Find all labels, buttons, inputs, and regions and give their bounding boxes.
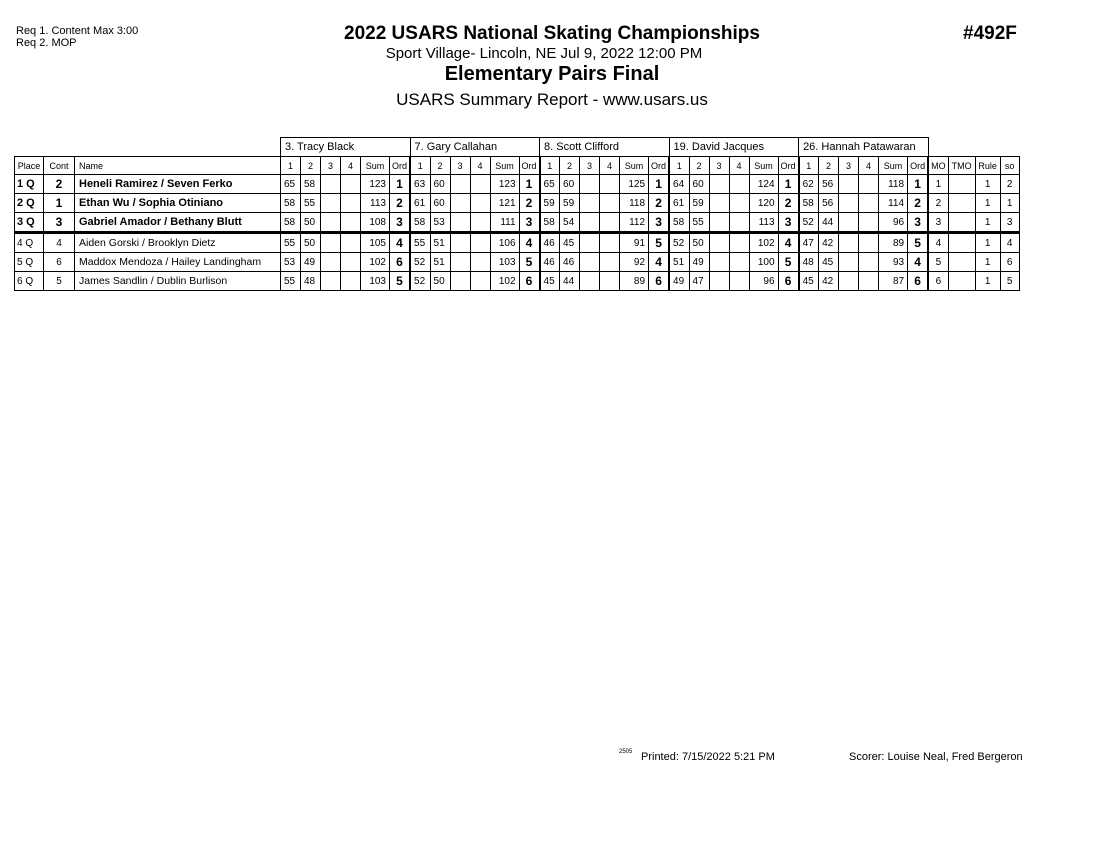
table-row: [15, 233, 1020, 253]
so-cell: 2: [1000, 175, 1019, 194]
so-cell: 4: [1000, 233, 1019, 253]
score-cell: 58: [540, 213, 560, 233]
score-cell: 47: [799, 233, 819, 253]
requirement-1: Req 1. Content Max 3:00: [16, 25, 139, 37]
score-cell: [839, 253, 859, 272]
score-cell: [600, 213, 620, 233]
score-cell: [709, 233, 729, 253]
sum-cell: 123: [361, 175, 390, 194]
sum-cell: 89: [879, 233, 908, 253]
tmo-cell: [948, 175, 975, 194]
column-header-judge: Sum: [620, 157, 649, 175]
column-header-judge: Sum: [879, 157, 908, 175]
score-cell: 44: [560, 272, 580, 291]
score-cell: [470, 233, 490, 253]
score-cell: 60: [689, 175, 709, 194]
sum-cell: 103: [361, 272, 390, 291]
column-header-mo: MO: [928, 157, 948, 175]
score-cell: [859, 272, 879, 291]
sum-cell: 118: [620, 194, 649, 213]
place-cell: 2 Q: [15, 194, 44, 213]
score-cell: [729, 233, 749, 253]
ordinal-cell: 5: [519, 253, 540, 272]
ordinal-cell: 6: [649, 272, 670, 291]
score-cell: 60: [560, 175, 580, 194]
column-header-judge: 3: [450, 157, 470, 175]
ordinal-cell: 6: [778, 272, 799, 291]
score-cell: 45: [819, 253, 839, 272]
table-row: [15, 213, 1020, 233]
ordinal-cell: 2: [390, 194, 411, 213]
rule-cell: 1: [975, 213, 1000, 233]
skater-names: Gabriel Amador / Bethany Blutt: [75, 213, 281, 233]
sum-cell: 121: [490, 194, 519, 213]
score-cell: [580, 194, 600, 213]
score-cell: [729, 194, 749, 213]
table-row: [15, 194, 1020, 213]
ordinal-cell: 5: [649, 233, 670, 253]
column-header-judge: Sum: [749, 157, 778, 175]
score-cell: 65: [281, 175, 301, 194]
score-cell: [341, 175, 361, 194]
sum-cell: 102: [749, 233, 778, 253]
mo-cell: 6: [928, 272, 948, 291]
score-cell: [729, 272, 749, 291]
rule-cell: 1: [975, 194, 1000, 213]
ordinal-cell: 3: [390, 213, 411, 233]
score-cell: [341, 253, 361, 272]
column-header-judge: 1: [410, 157, 430, 175]
score-cell: 55: [301, 194, 321, 213]
tmo-cell: [948, 194, 975, 213]
score-cell: 58: [281, 194, 301, 213]
score-cell: 64: [669, 175, 689, 194]
score-cell: [341, 272, 361, 291]
ordinal-cell: 1: [649, 175, 670, 194]
skater-names: Maddox Mendoza / Hailey Landingham: [75, 253, 281, 272]
scorer-names: Scorer: Louise Neal, Fred Bergeron: [849, 751, 1023, 763]
score-cell: [470, 253, 490, 272]
column-header-judge: Ord: [778, 157, 799, 175]
column-header-judge: 3: [580, 157, 600, 175]
sum-cell: 87: [879, 272, 908, 291]
score-cell: 58: [799, 194, 819, 213]
report-title: USARS Summary Report - www.usars.us: [396, 90, 708, 109]
score-cell: [859, 175, 879, 194]
score-cell: 55: [689, 213, 709, 233]
score-cell: 52: [410, 253, 430, 272]
sum-cell: 92: [620, 253, 649, 272]
table-row: [15, 175, 1020, 194]
column-header-cont: Cont: [44, 157, 75, 175]
score-cell: [321, 253, 341, 272]
place-cell: 3 Q: [15, 213, 44, 233]
column-header-place: Place: [15, 157, 44, 175]
score-cell: 59: [689, 194, 709, 213]
blank-cell: [15, 138, 281, 157]
score-cell: [839, 233, 859, 253]
score-cell: [709, 194, 729, 213]
score-cell: [470, 175, 490, 194]
score-cell: 50: [689, 233, 709, 253]
score-cell: [729, 253, 749, 272]
sum-cell: 111: [490, 213, 519, 233]
score-cell: 42: [819, 272, 839, 291]
sum-cell: 112: [620, 213, 649, 233]
score-cell: [839, 213, 859, 233]
score-cell: [321, 233, 341, 253]
score-cell: [450, 253, 470, 272]
score-cell: [321, 272, 341, 291]
so-cell: 5: [1000, 272, 1019, 291]
mo-cell: 3: [928, 213, 948, 233]
contestant-number: 5: [44, 272, 75, 291]
score-cell: 50: [430, 272, 450, 291]
ordinal-cell: 4: [908, 253, 929, 272]
column-header-judge: 1: [281, 157, 301, 175]
ordinal-cell: 6: [908, 272, 929, 291]
mo-cell: 4: [928, 233, 948, 253]
sum-cell: 96: [749, 272, 778, 291]
score-cell: [341, 233, 361, 253]
judge-name: 19. David Jacques: [669, 138, 799, 157]
column-header-judge: Ord: [519, 157, 540, 175]
score-cell: [839, 194, 859, 213]
ordinal-cell: 2: [908, 194, 929, 213]
judge-name: 3. Tracy Black: [281, 138, 411, 157]
skater-names: James Sandlin / Dublin Burlison: [75, 272, 281, 291]
sum-cell: 91: [620, 233, 649, 253]
blank-cell: [928, 138, 1019, 157]
tmo-cell: [948, 272, 975, 291]
score-cell: [709, 272, 729, 291]
table-row: [15, 253, 1020, 272]
score-cell: [600, 233, 620, 253]
ordinal-cell: 1: [778, 175, 799, 194]
column-header-tmo: TMO: [948, 157, 975, 175]
ordinal-cell: 6: [519, 272, 540, 291]
score-cell: [580, 272, 600, 291]
rule-cell: 1: [975, 233, 1000, 253]
sum-cell: 102: [490, 272, 519, 291]
score-cell: [600, 194, 620, 213]
skater-names: Aiden Gorski / Brooklyn Dietz: [75, 233, 281, 253]
sum-cell: 114: [879, 194, 908, 213]
score-cell: 42: [819, 233, 839, 253]
score-cell: 56: [819, 194, 839, 213]
score-cell: 52: [799, 213, 819, 233]
score-cell: [729, 213, 749, 233]
score-cell: 60: [430, 194, 450, 213]
score-cell: 48: [799, 253, 819, 272]
score-cell: 61: [669, 194, 689, 213]
table-row: [15, 272, 1020, 291]
judge-header-row: [15, 138, 1020, 157]
rule-cell: 1: [975, 175, 1000, 194]
sum-cell: 102: [361, 253, 390, 272]
score-cell: [580, 233, 600, 253]
score-cell: 55: [281, 233, 301, 253]
rule-cell: 1: [975, 272, 1000, 291]
score-cell: 51: [430, 253, 450, 272]
printed-timestamp: Printed: 7/15/2022 5:21 PM: [641, 751, 775, 763]
mo-cell: 1: [928, 175, 948, 194]
column-header-judge: 3: [321, 157, 341, 175]
so-cell: 1: [1000, 194, 1019, 213]
column-header-judge: Sum: [490, 157, 519, 175]
ordinal-cell: 4: [778, 233, 799, 253]
column-header-judge: 1: [799, 157, 819, 175]
score-cell: 48: [301, 272, 321, 291]
judge-name: 26. Hannah Patawaran: [799, 138, 929, 157]
event-title: Elementary Pairs Final: [444, 63, 660, 85]
sum-cell: 105: [361, 233, 390, 253]
tmo-cell: [948, 253, 975, 272]
ordinal-cell: 1: [519, 175, 540, 194]
score-cell: 45: [540, 272, 560, 291]
sum-cell: 93: [879, 253, 908, 272]
requirement-2: Req 2. MOP: [16, 37, 77, 49]
sum-cell: 100: [749, 253, 778, 272]
score-cell: 65: [540, 175, 560, 194]
place-cell: 1 Q: [15, 175, 44, 194]
score-cell: 45: [799, 272, 819, 291]
score-cell: 56: [819, 175, 839, 194]
score-cell: 53: [430, 213, 450, 233]
score-cell: 49: [689, 253, 709, 272]
sum-cell: 89: [620, 272, 649, 291]
results-table: [14, 137, 1020, 291]
column-header-judge: 4: [341, 157, 361, 175]
score-cell: [600, 175, 620, 194]
score-cell: [470, 272, 490, 291]
ordinal-cell: 4: [649, 253, 670, 272]
score-cell: 51: [430, 233, 450, 253]
score-cell: 46: [540, 253, 560, 272]
rule-cell: 1: [975, 253, 1000, 272]
score-cell: [600, 272, 620, 291]
column-header-judge: 4: [859, 157, 879, 175]
column-header-so: so: [1000, 157, 1019, 175]
score-cell: [839, 272, 859, 291]
column-header-judge: Ord: [390, 157, 411, 175]
score-cell: [450, 272, 470, 291]
so-cell: 6: [1000, 253, 1019, 272]
sum-cell: 120: [749, 194, 778, 213]
score-cell: [321, 194, 341, 213]
score-cell: 52: [669, 233, 689, 253]
contestant-number: 6: [44, 253, 75, 272]
score-cell: 52: [410, 272, 430, 291]
place-cell: 4 Q: [15, 233, 44, 253]
score-cell: [859, 253, 879, 272]
ordinal-cell: 5: [390, 272, 411, 291]
sum-cell: 124: [749, 175, 778, 194]
column-header-judge: 4: [470, 157, 490, 175]
column-header-judge: 1: [540, 157, 560, 175]
sum-cell: 123: [490, 175, 519, 194]
column-header-judge: 2: [689, 157, 709, 175]
column-header-judge: 3: [709, 157, 729, 175]
contestant-number: 3: [44, 213, 75, 233]
so-cell: 3: [1000, 213, 1019, 233]
score-cell: [321, 175, 341, 194]
ordinal-cell: 1: [908, 175, 929, 194]
column-header-judge: Ord: [649, 157, 670, 175]
score-cell: [859, 194, 879, 213]
ordinal-cell: 5: [908, 233, 929, 253]
sum-cell: 103: [490, 253, 519, 272]
ordinal-cell: 2: [519, 194, 540, 213]
score-cell: 58: [301, 175, 321, 194]
score-cell: [839, 175, 859, 194]
score-cell: 63: [410, 175, 430, 194]
score-cell: 47: [689, 272, 709, 291]
score-cell: [450, 194, 470, 213]
score-cell: 55: [410, 233, 430, 253]
sum-cell: 113: [749, 213, 778, 233]
score-cell: [729, 175, 749, 194]
score-cell: [341, 213, 361, 233]
score-cell: [470, 194, 490, 213]
column-header-rule: Rule: [975, 157, 1000, 175]
score-cell: [321, 213, 341, 233]
score-cell: [709, 213, 729, 233]
column-header-name: Name: [75, 157, 281, 175]
contestant-number: 4: [44, 233, 75, 253]
ordinal-cell: 1: [390, 175, 411, 194]
column-header-judge: Sum: [361, 157, 390, 175]
column-header-judge: 4: [729, 157, 749, 175]
venue-date: Sport Village- Lincoln, NE Jul 9, 2022 12:00 PM: [385, 45, 703, 62]
column-header-judge: 2: [819, 157, 839, 175]
ordinal-cell: 4: [390, 233, 411, 253]
score-cell: 49: [669, 272, 689, 291]
column-header-judge: Ord: [908, 157, 929, 175]
ordinal-cell: 3: [908, 213, 929, 233]
score-cell: 53: [281, 253, 301, 272]
score-cell: [450, 233, 470, 253]
score-cell: [450, 213, 470, 233]
place-cell: 6 Q: [15, 272, 44, 291]
score-cell: [859, 233, 879, 253]
ordinal-cell: 3: [649, 213, 670, 233]
ordinal-cell: 3: [778, 213, 799, 233]
column-header-row: [15, 157, 1020, 175]
score-cell: 55: [281, 272, 301, 291]
judge-name: 8. Scott Clifford: [540, 138, 670, 157]
column-header-judge: 2: [430, 157, 450, 175]
score-cell: [341, 194, 361, 213]
score-cell: 60: [430, 175, 450, 194]
event-number: #492F: [963, 23, 1017, 44]
score-cell: 59: [540, 194, 560, 213]
tmo-cell: [948, 233, 975, 253]
column-header-judge: 4: [600, 157, 620, 175]
score-cell: [450, 175, 470, 194]
sum-cell: 113: [361, 194, 390, 213]
skater-names: Ethan Wu / Sophia Otiniano: [75, 194, 281, 213]
contestant-number: 1: [44, 194, 75, 213]
skater-names: Heneli Ramirez / Seven Ferko: [75, 175, 281, 194]
score-cell: [709, 253, 729, 272]
column-header-judge: 2: [301, 157, 321, 175]
tmo-cell: [948, 213, 975, 233]
score-cell: 58: [410, 213, 430, 233]
score-cell: 50: [301, 213, 321, 233]
score-cell: [859, 213, 879, 233]
mo-cell: 2: [928, 194, 948, 213]
ordinal-cell: 4: [519, 233, 540, 253]
score-cell: 44: [819, 213, 839, 233]
column-header-judge: 3: [839, 157, 859, 175]
score-cell: [600, 253, 620, 272]
sum-cell: 125: [620, 175, 649, 194]
sum-cell: 108: [361, 213, 390, 233]
score-cell: [580, 213, 600, 233]
score-cell: 50: [301, 233, 321, 253]
competition-title: 2022 USARS National Skating Championships: [344, 23, 760, 44]
footer-mark: 2505: [619, 749, 633, 755]
score-cell: 61: [410, 194, 430, 213]
sum-cell: 96: [879, 213, 908, 233]
score-cell: 62: [799, 175, 819, 194]
judge-name: 7. Gary Callahan: [410, 138, 540, 157]
score-cell: 45: [560, 233, 580, 253]
mo-cell: 5: [928, 253, 948, 272]
contestant-number: 2: [44, 175, 75, 194]
ordinal-cell: 6: [390, 253, 411, 272]
score-cell: [470, 213, 490, 233]
score-cell: [580, 253, 600, 272]
column-header-judge: 1: [669, 157, 689, 175]
score-cell: 58: [669, 213, 689, 233]
ordinal-cell: 2: [649, 194, 670, 213]
score-cell: 46: [540, 233, 560, 253]
score-cell: 51: [669, 253, 689, 272]
score-cell: [709, 175, 729, 194]
column-header-judge: 2: [560, 157, 580, 175]
sum-cell: 106: [490, 233, 519, 253]
score-cell: 54: [560, 213, 580, 233]
ordinal-cell: 5: [778, 253, 799, 272]
ordinal-cell: 3: [519, 213, 540, 233]
sum-cell: 118: [879, 175, 908, 194]
score-cell: 59: [560, 194, 580, 213]
place-cell: 5 Q: [15, 253, 44, 272]
score-cell: 58: [281, 213, 301, 233]
score-cell: 46: [560, 253, 580, 272]
score-cell: 49: [301, 253, 321, 272]
score-cell: [580, 175, 600, 194]
ordinal-cell: 2: [778, 194, 799, 213]
